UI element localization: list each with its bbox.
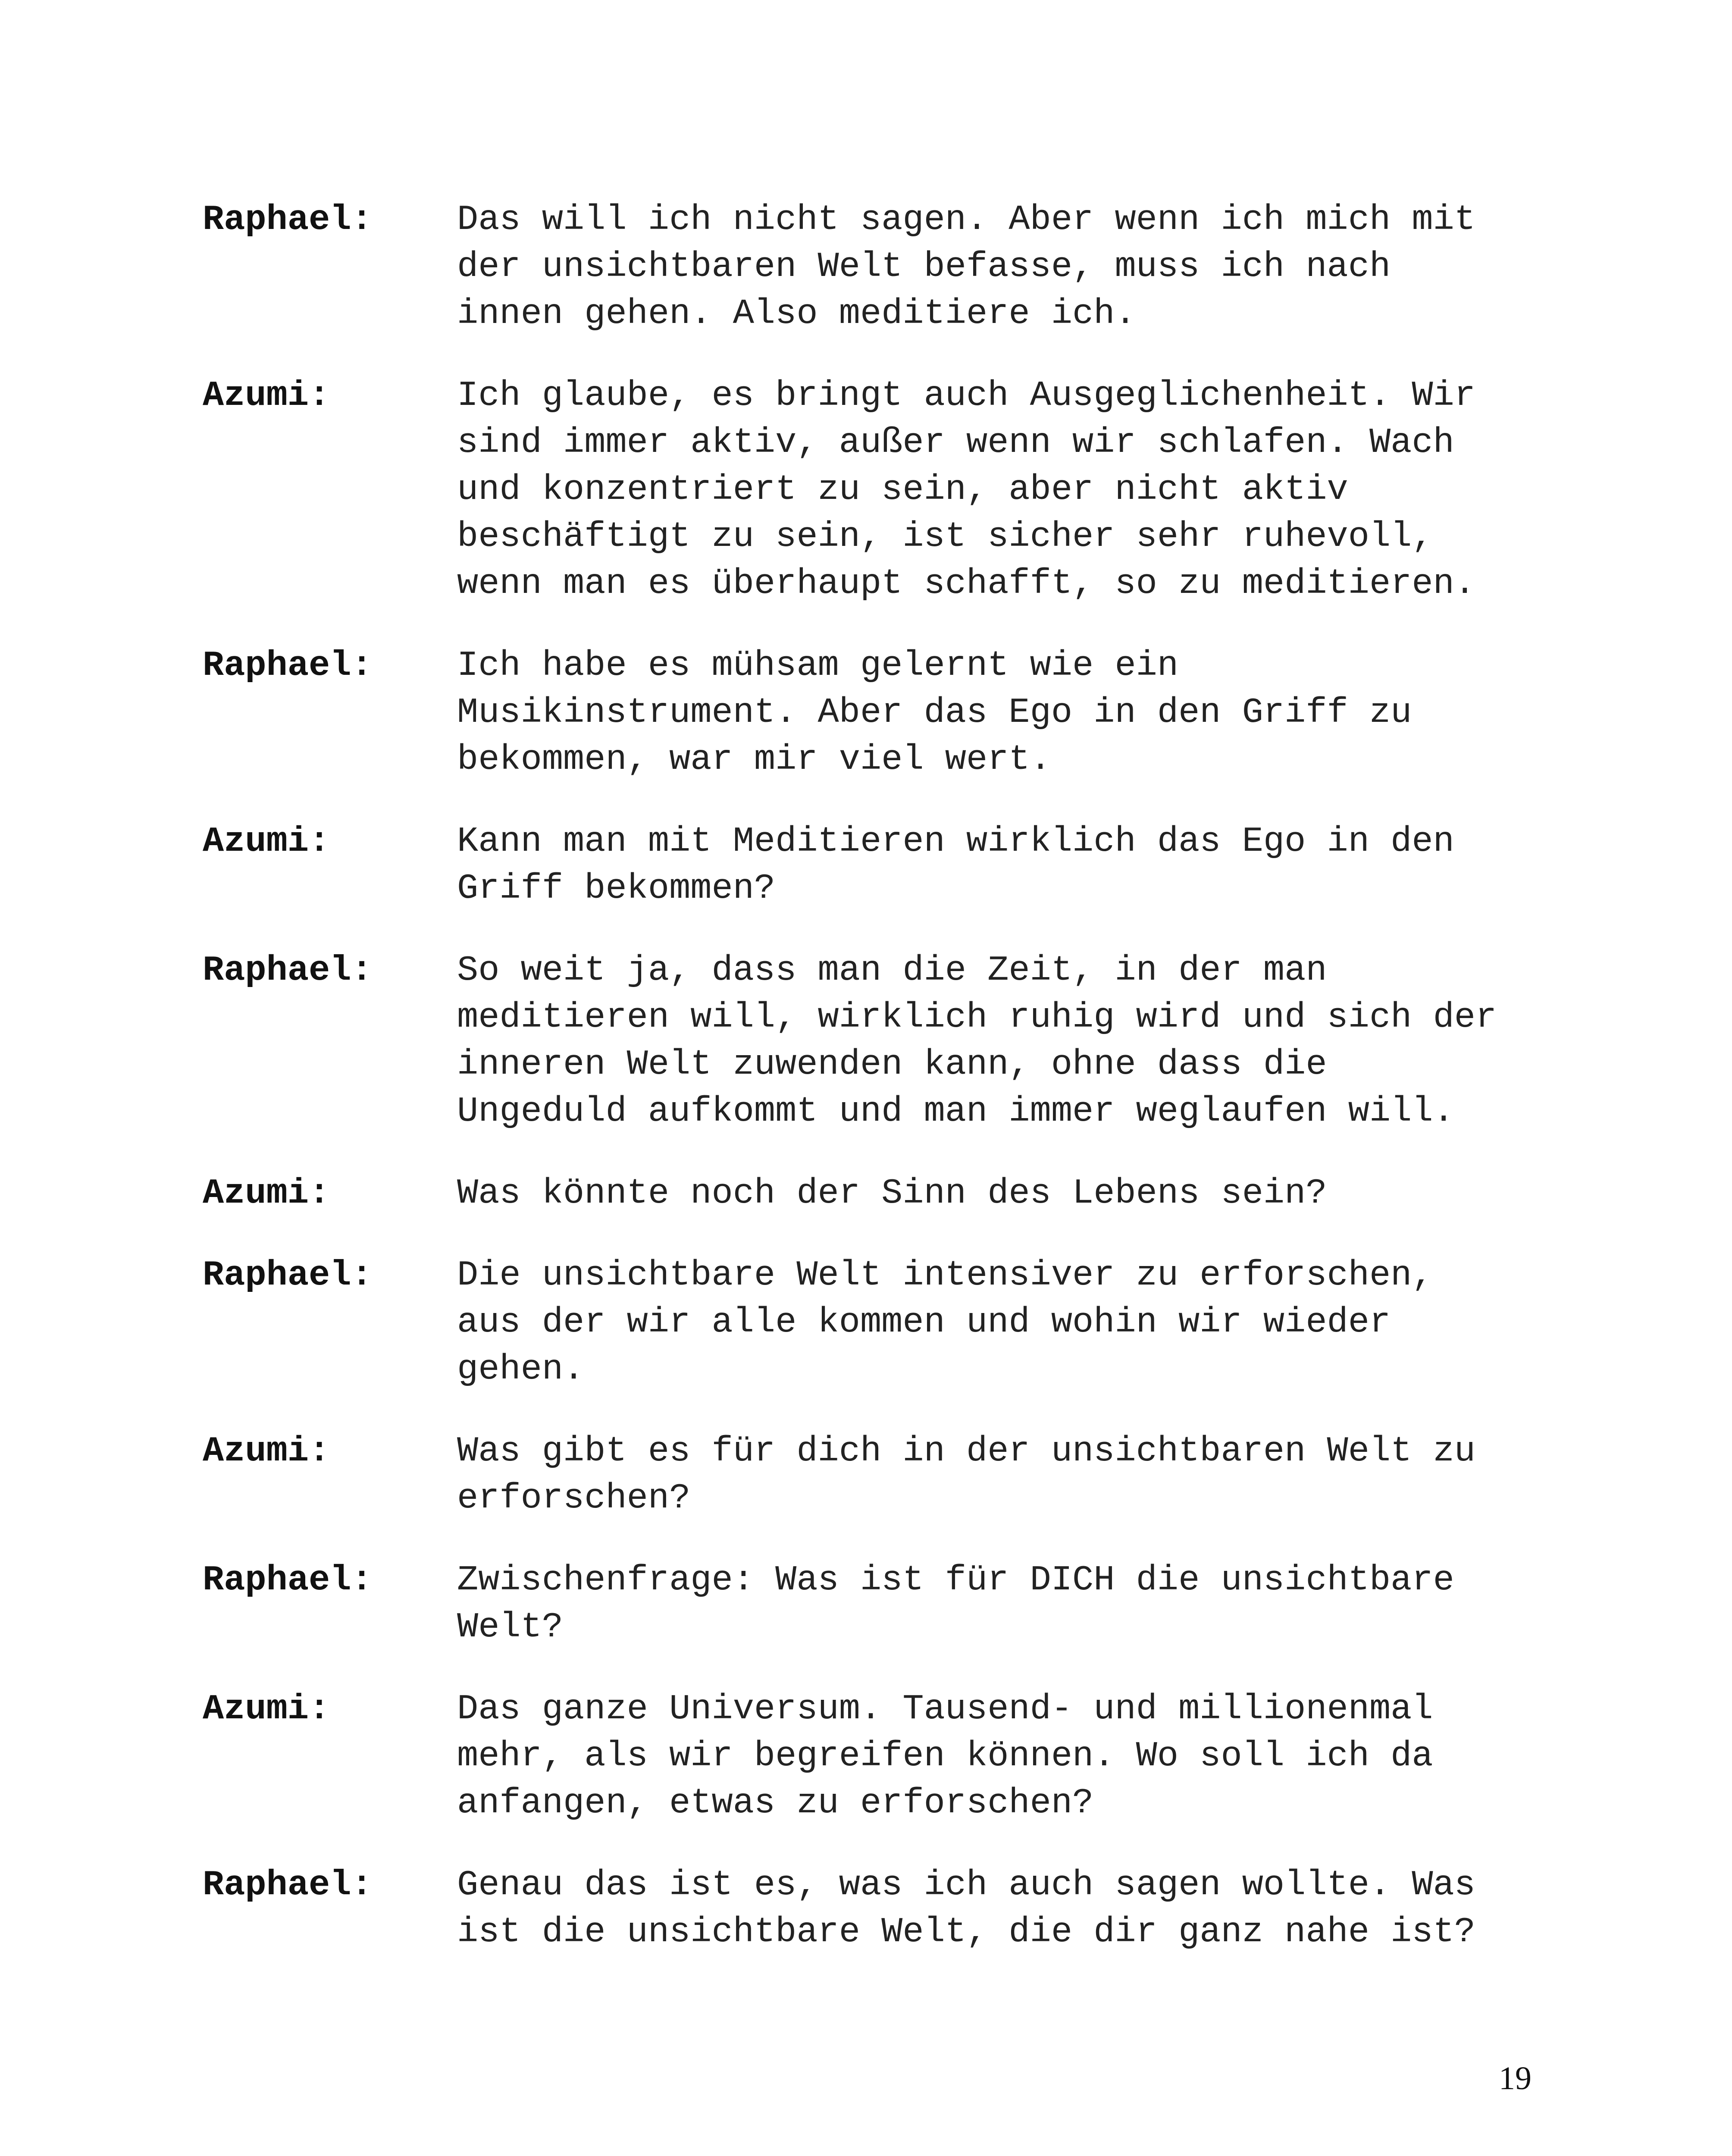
dialogue-entry: [203, 1861, 1539, 1955]
dialogue-entry: [203, 372, 1539, 607]
speaker-label: Azumi:: [203, 376, 330, 416]
speech-line: erforschen?: [457, 1478, 691, 1518]
speech-line: Welt?: [457, 1607, 564, 1647]
speaker-label: Raphael:: [203, 1255, 373, 1295]
speech-line: So weit ja, dass man die Zeit, in der man: [457, 950, 1327, 990]
dialogue-entry: [203, 1557, 1539, 1651]
speech-text: [457, 1252, 1539, 1393]
speech-line: Griff bekommen?: [457, 868, 776, 909]
speech-line: Ich glaube, es bringt auch Ausgeglichenheit. Wir: [457, 376, 1475, 416]
speech-line: meditieren will, wirklich ruhig wird und sich der: [457, 997, 1497, 1037]
speech-line: Ungeduld aufkommt und man immer weglaufen will.: [457, 1091, 1454, 1131]
speech-line: ist die unsichtbare Welt, die dir ganz nahe ist?: [457, 1912, 1475, 1952]
speech-line: bekommen, war mir viel wert.: [457, 740, 1051, 780]
dialogue-entry: [203, 818, 1539, 912]
speech-line: inneren Welt zuwenden kann, ohne dass die: [457, 1044, 1327, 1084]
dialogue-entry: [203, 947, 1539, 1135]
speech-text: [457, 1861, 1539, 1955]
speech-line: Musikinstrument. Aber das Ego in den Griff zu: [457, 693, 1412, 733]
dialogue-entry: [203, 642, 1539, 783]
speech-line: und konzentriert zu sein, aber nicht aktiv: [457, 470, 1348, 510]
speech-line: Was könnte noch der Sinn des Lebens sein?: [457, 1173, 1327, 1213]
page-number: 19: [1499, 2060, 1532, 2096]
speech-text: [457, 818, 1539, 912]
speech-line: anfangen, etwas zu erforschen?: [457, 1783, 1094, 1823]
speech-line: der unsichtbaren Welt befasse, muss ich nach: [457, 247, 1391, 287]
dialogue-entry: [203, 1686, 1539, 1827]
speech-line: Zwischenfrage: Was ist für DICH die unsichtbare: [457, 1560, 1454, 1600]
speech-line: beschäftigt zu sein, ist sicher sehr ruhevoll,: [457, 517, 1433, 557]
speech-line: Kann man mit Meditieren wirklich das Ego in den: [457, 821, 1454, 862]
speaker-label: Raphael:: [203, 1560, 373, 1600]
speaker-label: Raphael:: [203, 1865, 373, 1905]
speaker-label: Azumi:: [203, 1173, 330, 1213]
dialogue-entry: [203, 1428, 1539, 1522]
speech-line: innen gehen. Also meditiere ich.: [457, 294, 1136, 334]
speech-text: [457, 642, 1539, 783]
speaker-label: Azumi:: [203, 1689, 330, 1729]
speech-line: mehr, als wir begreifen können. Wo soll ich da: [457, 1736, 1433, 1776]
speech-line: Was gibt es für dich in der unsichtbaren Welt zu: [457, 1431, 1475, 1471]
speech-text: [457, 196, 1539, 337]
speech-line: gehen.: [457, 1349, 585, 1389]
speech-line: sind immer aktiv, außer wenn wir schlafen. Wach: [457, 423, 1454, 463]
speaker-label: Azumi:: [203, 1431, 330, 1471]
speech-line: Die unsichtbare Welt intensiver zu erforschen,: [457, 1255, 1433, 1295]
speaker-label: Raphael:: [203, 646, 373, 686]
speech-text: [457, 947, 1539, 1135]
speech-text: [457, 1557, 1539, 1651]
speech-line: aus der wir alle kommen und wohin wir wieder: [457, 1302, 1391, 1342]
speech-text: [457, 1170, 1539, 1217]
dialogue-transcript: [203, 196, 1539, 1990]
dialogue-entry: [203, 1170, 1539, 1217]
speech-text: [457, 372, 1539, 607]
speech-line: wenn man es überhaupt schafft, so zu meditieren.: [457, 564, 1475, 604]
speaker-label: Azumi:: [203, 821, 330, 862]
dialogue-entry: [203, 196, 1539, 337]
dialogue-entry: [203, 1252, 1539, 1393]
speaker-label: Raphael:: [203, 200, 373, 240]
speech-line: Das ganze Universum. Tausend- und millionenmal: [457, 1689, 1433, 1729]
speech-text: [457, 1428, 1539, 1522]
speech-text: [457, 1686, 1539, 1827]
speech-line: Ich habe es mühsam gelernt wie ein: [457, 646, 1179, 686]
speech-line: Das will ich nicht sagen. Aber wenn ich mich mit: [457, 200, 1475, 240]
speech-line: Genau das ist es, was ich auch sagen wollte. Was: [457, 1865, 1475, 1905]
speaker-label: Raphael:: [203, 950, 373, 990]
